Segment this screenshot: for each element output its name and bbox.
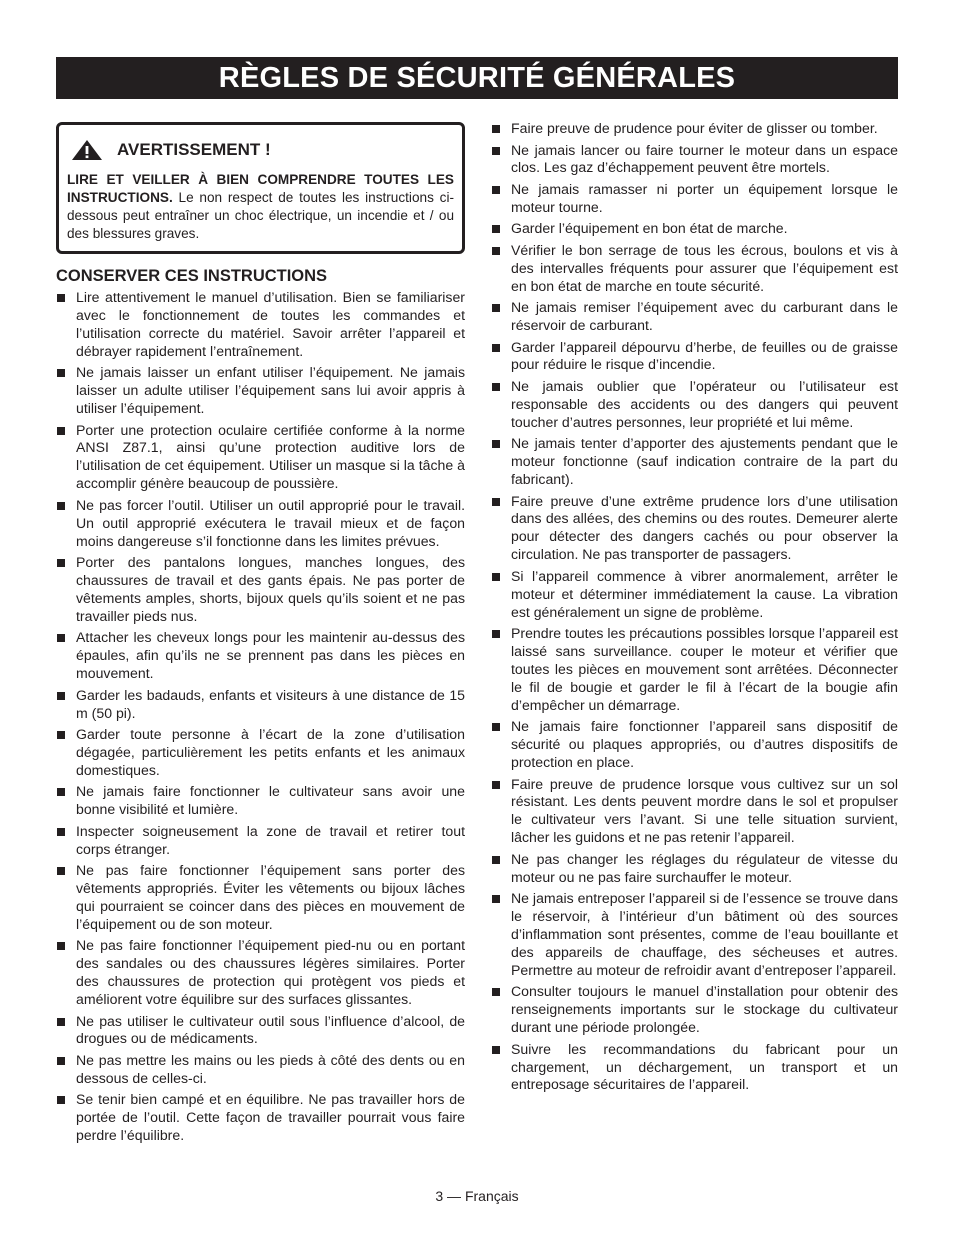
list-item xyxy=(491,435,898,489)
page-title: RÈGLES DE SÉCURITÉ GÉNÉRALES xyxy=(56,57,898,99)
list-item-text: Garder l’équipement en bon état de marche. xyxy=(511,220,788,237)
square-bullet-icon xyxy=(57,731,65,739)
list-item-text: Attacher les cheveux longs pour les maintenir au-dessus des épaules, afin qu’ils ne se prennent pas dans les pièces en mouvement. xyxy=(76,629,465,682)
list-item xyxy=(491,378,898,432)
warning-body-text: Le non respect de toutes les instructions ci-dessous peut entraîner un choc électrique, un incendie et / ou des blessures graves. xyxy=(67,190,454,241)
section-heading: CONSERVER CES INSTRUCTIONS xyxy=(56,267,328,285)
list-item-text: Faire preuve d’une extrême prudence lors d’une utilisation dans des allées, des chemins ou des routes. Demeurer alerte pour détecter des dangers cachés ou pour observer la circulation. Ne pas transporter de passagers. xyxy=(511,492,898,563)
square-bullet-icon xyxy=(57,634,65,642)
list-item-text: Porter une protection oculaire certifiée conforme à la norme ANSI Z87.1, ainsi qu’une protection auditive lors de l’utilisation de cet équipement. Utiliser un masque si la tâche à accomplir génère beaucoup de poussière. xyxy=(76,421,465,492)
list-item xyxy=(56,364,465,418)
right-column xyxy=(491,120,898,1098)
list-item-text: Vérifier le bon serrage de tous les écrous, boulons et vis à des intervalles fréquents pour assurer que l’équipement est en bon état de marche en toute sécurité. xyxy=(511,241,898,294)
list-item xyxy=(56,1052,465,1088)
square-bullet-icon xyxy=(57,427,65,435)
list-item-text: Porter des pantalons longues, manches longues, des chaussures de travail et des gants épais. Ne pas porter de vêtements amples, shorts, bijoux quels qu’ils soient et ne pas travailler pieds nus. xyxy=(76,554,465,624)
left-bullet-list xyxy=(56,289,465,1145)
square-bullet-icon xyxy=(57,942,65,950)
list-item xyxy=(56,937,465,1009)
list-item-text: Ne jamais tenter d’apporter des ajustements pendant que le moteur fonctionne (sauf indication contraire de la part du fabricant). xyxy=(511,435,898,488)
square-bullet-icon xyxy=(57,1096,65,1104)
list-item xyxy=(491,181,898,217)
list-item xyxy=(56,726,465,780)
list-item-text: Garder l’appareil dépourvu d’herbe, de feuilles ou de graisse pour réduire le risque d’incendie. xyxy=(511,338,898,373)
list-item xyxy=(56,554,465,626)
list-item-text: Ne jamais entreposer l’appareil si de l’essence se trouve dans le réservoir, à l’intérieur d’un bâtiment où des sources d’inflammation sont présentes, comme de l’eau bouillante et des appareils de chauffage, des sécheuses et autres. Permettre au moteur de refroidir avant d’entreposer l’appareil. xyxy=(511,890,899,978)
square-bullet-icon xyxy=(492,344,500,352)
square-bullet-icon xyxy=(57,559,65,567)
list-item-text: Ne pas utiliser le cultivateur outil sous l’influence d’alcool, de drogues ou de médicaments. xyxy=(76,1012,465,1047)
square-bullet-icon xyxy=(492,383,500,391)
list-item xyxy=(491,851,898,887)
square-bullet-icon xyxy=(57,1018,65,1026)
list-item-text: Ne jamais ramasser ni porter un équipement lorsque le moteur tourne. xyxy=(511,180,898,215)
square-bullet-icon xyxy=(57,294,65,302)
list-item-text: Si l’appareil commence à vibrer anormalement, arrêter le moteur et déterminer immédiatement la cause. La vibration est généralement un signe de problème. xyxy=(511,567,898,620)
warning-header xyxy=(67,139,454,161)
square-bullet-icon xyxy=(492,304,500,312)
list-item-text: Consulter toujours le manuel d’installation pour obtenir des renseignements importants sur le stockage du cultivateur durant une période prolongée. xyxy=(511,983,898,1036)
square-bullet-icon xyxy=(57,828,65,836)
square-bullet-icon xyxy=(492,186,500,194)
list-item-text: Ne jamais oublier que l’opérateur ou l’utilisateur est responsable des accidents ou des dangers qui peuvent toucher d’autres personnes, leur propriété et lui même. xyxy=(511,377,898,430)
list-item-text: Ne jamais faire fonctionner l’appareil sans dispositif de sécurité ou plaques appropriés, ou d’autres dispositifs de protection en place. xyxy=(511,718,898,771)
list-item xyxy=(491,339,898,375)
list-item xyxy=(491,120,898,138)
list-item-text: Ne jamais remiser l’équipement avec du carburant dans le réservoir de carburant. xyxy=(511,299,898,334)
list-item xyxy=(491,1041,898,1095)
square-bullet-icon xyxy=(57,867,65,875)
list-item xyxy=(56,497,465,551)
list-item xyxy=(56,1091,465,1145)
list-item-text: Ne jamais laisser un enfant utiliser l’équipement. Ne jamais laisser un adulte utiliser l’équipement sans lui avoir appris à utiliser l’équipement. xyxy=(76,364,465,417)
square-bullet-icon xyxy=(492,1046,500,1054)
square-bullet-icon xyxy=(57,692,65,700)
list-item xyxy=(491,776,898,848)
list-item xyxy=(491,493,898,565)
list-item-text: Garder toute personne à l’écart de la zone d’utilisation dégagée, particulièrement les petits enfants et les animaux domestiques. xyxy=(76,726,465,778)
list-item xyxy=(56,862,465,934)
list-item-text: Ne pas changer les réglages du régulateur de vitesse du moteur ou ne pas faire surchauffer le moteur. xyxy=(511,850,898,885)
list-item xyxy=(491,625,898,715)
list-item xyxy=(56,1013,465,1049)
page-footer: 3 — Français xyxy=(435,1188,519,1204)
list-item xyxy=(56,289,465,361)
list-item xyxy=(491,983,898,1037)
list-item xyxy=(491,242,898,296)
square-bullet-icon xyxy=(492,573,500,581)
warning-triangle-icon xyxy=(71,139,103,161)
list-item xyxy=(491,220,898,238)
list-item-text: Ne pas faire fonctionner l’équipement sans porter des vêtements appropriés. Éviter les vêtements ou bijoux lâches qui pourraient se coincer dans des pièces en mouvement de l’équipement ou de son moteur. xyxy=(76,862,465,932)
square-bullet-icon xyxy=(57,788,65,796)
list-item-text: Prendre toutes les précautions possibles lorsque l’appareil est laissé sans surveillance. couper le moteur et vérifier que toutes les pièces en mouvement sont arrêtées. Déconnecter le fil de bougie et garder le fil à l’écart de la bougie afin d’empêcher un démarrage. xyxy=(511,625,899,713)
right-bullet-list xyxy=(491,120,898,1094)
square-bullet-icon xyxy=(492,247,500,255)
list-item xyxy=(56,629,465,683)
list-item xyxy=(491,299,898,335)
list-item xyxy=(56,687,465,723)
list-item-text: Ne jamais faire fonctionner le cultivateur sans avoir une bonne visibilité et lumière. xyxy=(76,783,465,818)
square-bullet-icon xyxy=(492,723,500,731)
square-bullet-icon xyxy=(492,225,500,233)
square-bullet-icon xyxy=(57,369,65,377)
warning-box xyxy=(56,122,465,254)
list-item-text: Faire preuve de prudence pour éviter de glisser ou tomber. xyxy=(511,120,878,136)
square-bullet-icon xyxy=(492,988,500,996)
square-bullet-icon xyxy=(492,630,500,638)
list-item-text: Ne pas forcer l’outil. Utiliser un outil approprié pour le travail. Un outil approprié exécutera le travail mieux et de façon moins dangereuse s’il fonctionne dans les limites prévues. xyxy=(76,496,465,549)
list-item-text: Ne jamais lancer ou faire tourner le moteur dans un espace clos. Les gaz d’échappement peuvent être mortels. xyxy=(511,141,898,176)
list-item xyxy=(56,783,465,819)
square-bullet-icon xyxy=(492,895,500,903)
square-bullet-icon xyxy=(492,147,500,155)
list-item-text: Garder les badauds, enfants et visiteurs à une distance de 15 m (50 pi). xyxy=(76,686,465,721)
list-item xyxy=(491,568,898,622)
square-bullet-icon xyxy=(57,502,65,510)
square-bullet-icon xyxy=(492,125,500,133)
list-item xyxy=(491,890,898,980)
square-bullet-icon xyxy=(492,498,500,506)
list-item-text: Faire preuve de prudence lorsque vous cultivez sur un sol résistant. Les dents peuvent mordre dans le sol et propulser le cultivateur vers l’avant. Si une telle situation survient, lâcher les guidons et ne pas retenir l’appareil. xyxy=(511,775,898,846)
square-bullet-icon xyxy=(492,781,500,789)
left-column xyxy=(56,122,465,1149)
list-item xyxy=(56,823,465,859)
list-item xyxy=(56,422,465,494)
list-item xyxy=(491,142,898,178)
warning-strong-text: LIRE ET VEILLER À BIEN COMPRENDRE TOUTES LES INSTRUCTIONS. xyxy=(67,172,454,205)
square-bullet-icon xyxy=(492,856,500,864)
list-item-text: Inspecter soigneusement la zone de travail et retirer tout corps étranger. xyxy=(76,822,465,857)
square-bullet-icon xyxy=(492,440,500,448)
list-item-text: Ne pas faire fonctionner l’équipement pied-nu ou en portant des sandales ou des chaussures légères similaires. Porter des chaussures de protection qui protègent vos pieds et améliorent votre équilibre sur des surfaces glissantes. xyxy=(76,937,465,1008)
list-item-text: Lire attentivement le manuel d’utilisation. Bien se familiariser avec le fonctionnement de toutes les commandes et l’utilisation correcte du matériel. Savoir arrêter l’appareil et débrayer rapidement l’entraînement. xyxy=(76,289,465,359)
square-bullet-icon xyxy=(57,1057,65,1065)
warning-text xyxy=(67,171,454,243)
list-item-text: Se tenir bien campé et en équilibre. Ne pas travailler hors de portée de l’outil. Cette façon de travailler pourrait vous faire perdre l’équilibre. xyxy=(76,1091,465,1144)
list-item-text: Ne pas mettre les mains ou les pieds à côté des dents ou en dessous de celles-ci. xyxy=(76,1051,465,1086)
list-item-text: Suivre les recommandations du fabricant pour un chargement, un déchargement, un transport et un entreposage sécuritaires de l’appareil. xyxy=(511,1040,898,1093)
list-item xyxy=(491,718,898,772)
warning-title: AVERTISSEMENT ! xyxy=(117,140,271,159)
